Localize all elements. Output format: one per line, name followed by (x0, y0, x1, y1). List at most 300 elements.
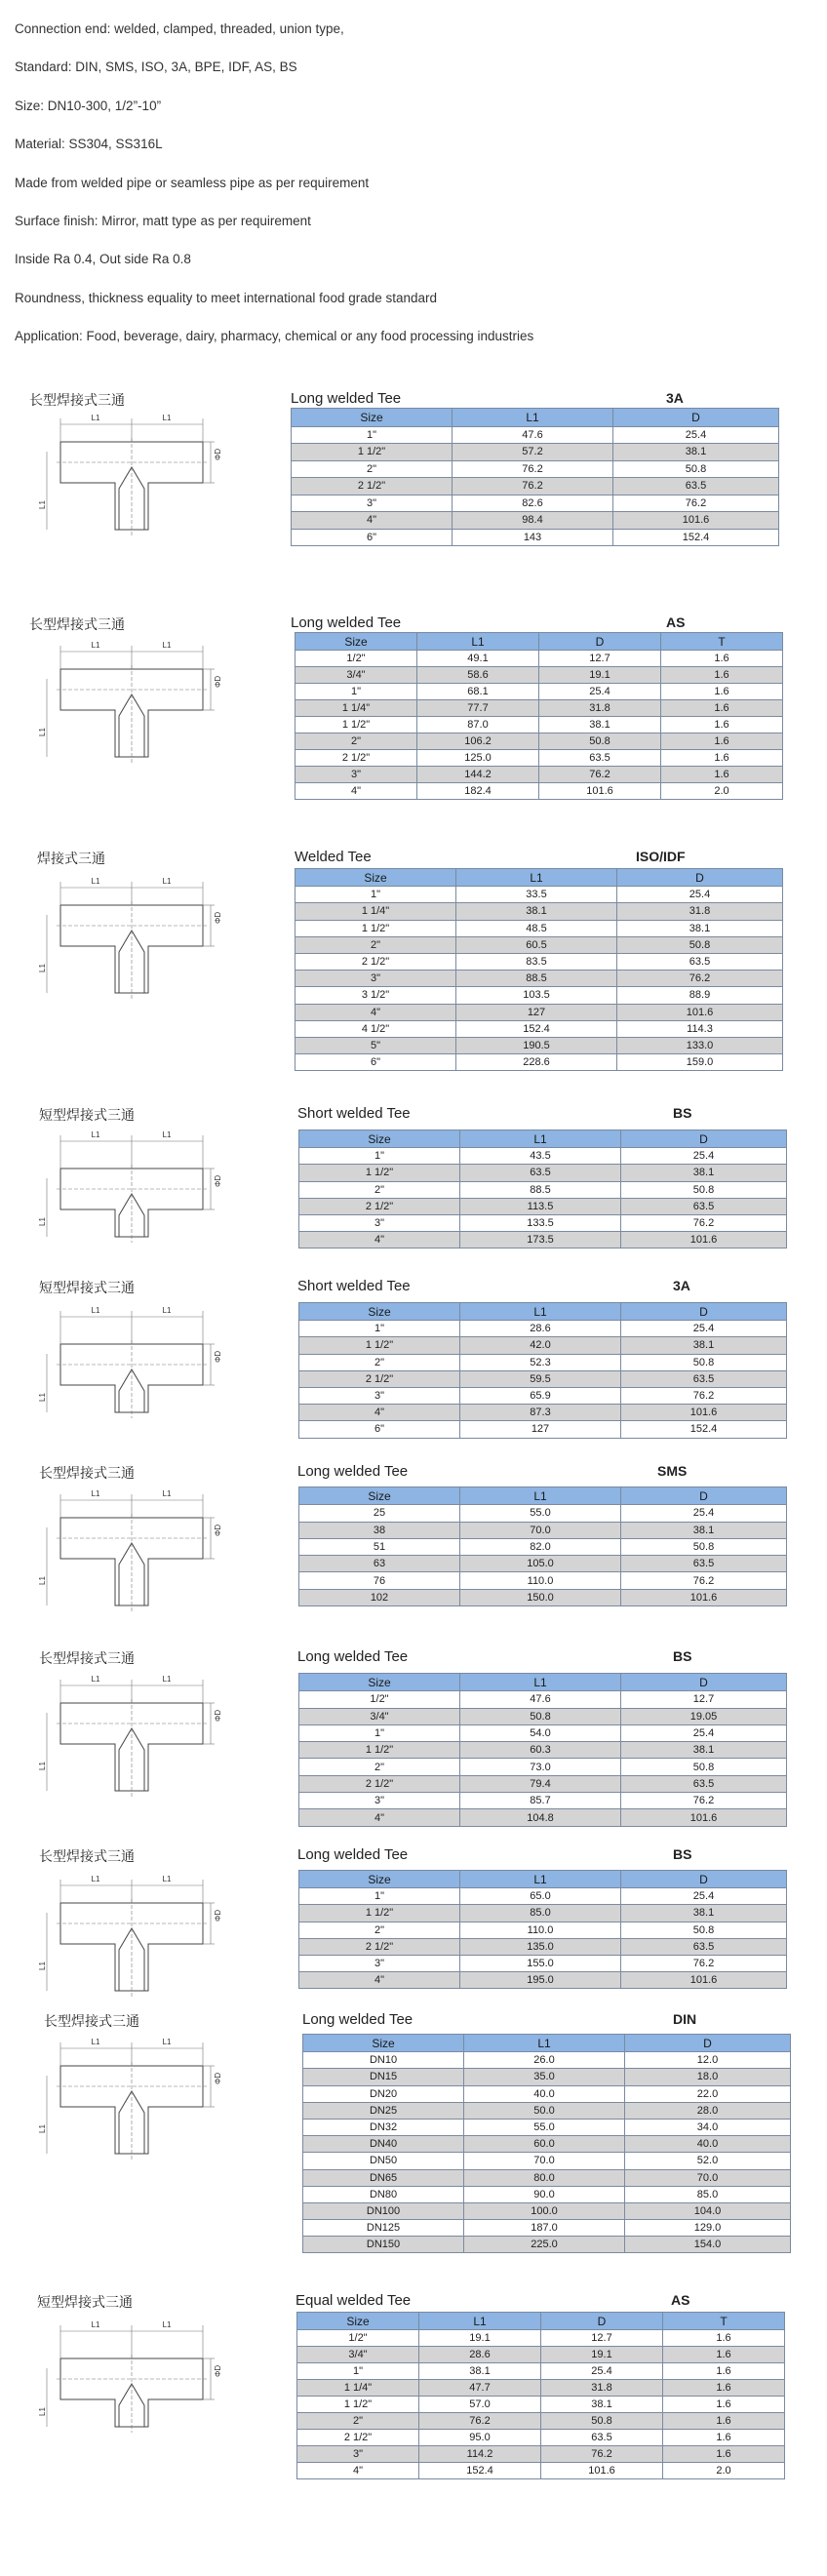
table-cell: 70.0 (464, 2153, 625, 2169)
table-row (295, 1004, 783, 1020)
table-cell: 25.4 (621, 1321, 787, 1337)
table-cell: 76.2 (621, 1793, 787, 1809)
table-row (295, 920, 783, 936)
table-row (299, 1759, 787, 1775)
table-cell: 159.0 (617, 1054, 783, 1071)
table-cell: 28.0 (625, 2102, 791, 2119)
table-cell: 1 1/4" (295, 903, 456, 920)
table-header-row (299, 1303, 787, 1321)
table-cell: 110.0 (460, 1922, 621, 1938)
table-cell: 6" (299, 1421, 460, 1438)
column-header: D (625, 2035, 791, 2052)
table-cell: 127 (456, 1004, 617, 1020)
section-title-cn: 长型焊接式三通 (44, 2013, 139, 2029)
table-cell: 50.8 (621, 1354, 787, 1370)
column-header: L1 (464, 2035, 625, 2052)
table-cell: 33.5 (456, 887, 617, 903)
table-row (299, 1321, 787, 1337)
section-title-cn: 短型焊接式三通 (39, 1107, 135, 1123)
table-row (299, 1181, 787, 1198)
table-cell: 1/2" (297, 2330, 419, 2347)
table-cell: 76.2 (419, 2413, 541, 2430)
table-cell: 38.1 (456, 903, 617, 920)
table-row (292, 478, 779, 495)
table-cell: 1.6 (661, 750, 783, 767)
dim-d-label: ΦD (214, 1909, 222, 1922)
table-cell: 105.0 (460, 1556, 621, 1572)
table-cell: 1.6 (661, 733, 783, 750)
dimension-table (298, 1673, 787, 1827)
section-title-en: Short welded Tee (297, 1278, 411, 1294)
table-cell: 70.0 (460, 1522, 621, 1538)
spec-line: Inside Ra 0.4, Out side Ra 0.8 (15, 252, 191, 267)
column-header: Size (299, 1674, 460, 1691)
dim-d-label: ΦD (214, 911, 222, 924)
table-cell: 2 1/2" (292, 478, 453, 495)
table-cell: 2" (299, 1759, 460, 1775)
table-cell: DN80 (303, 2186, 464, 2202)
table-cell: 51 (299, 1538, 460, 1555)
table-cell: 1" (299, 1724, 460, 1741)
table-cell: 2" (292, 460, 453, 478)
table-cell: 100.0 (464, 2202, 625, 2219)
dimension-table (298, 1486, 787, 1606)
table-cell: 60.5 (456, 936, 617, 953)
table-cell: 50.0 (464, 2102, 625, 2119)
table-cell: 101.6 (541, 2463, 663, 2479)
table-cell: 83.5 (456, 953, 617, 970)
table-cell: 143 (453, 529, 613, 546)
section-standard: BS (673, 1846, 692, 1862)
tee-drawing (39, 1481, 224, 1632)
section-title-en: Long welded Tee (302, 2011, 414, 2028)
table-row (299, 1724, 787, 1741)
table-cell: 1 1/2" (295, 717, 417, 733)
dim-l1-label: L1 (38, 728, 47, 736)
table-cell: 1.6 (661, 684, 783, 700)
section-title-en: Short welded Tee (297, 1105, 411, 1122)
tee-drawing (39, 2312, 224, 2463)
table-header-row (299, 1130, 787, 1148)
column-header: L1 (456, 869, 617, 887)
table-cell: 76.2 (621, 1387, 787, 1404)
table-row (292, 460, 779, 478)
table-row (299, 1922, 787, 1938)
column-header: D (621, 1674, 787, 1691)
table-cell: 1.6 (661, 767, 783, 783)
table-cell: 77.7 (417, 700, 539, 717)
table-cell: 190.5 (456, 1037, 617, 1053)
dim-l1-label: L1 (38, 2124, 47, 2133)
table-cell: 1 1/2" (299, 1742, 460, 1759)
table-cell: 1 1/2" (295, 920, 456, 936)
dim-l1-label: L1 (91, 641, 100, 650)
table-row (299, 1148, 787, 1165)
tee-drawing (39, 1866, 224, 2017)
section-title-cn: 长型焊接式三通 (29, 392, 125, 408)
table-cell: 155.0 (460, 1955, 621, 1971)
tee-diagram (39, 1122, 224, 1268)
table-row (303, 2069, 791, 2085)
table-cell: 25.4 (621, 1505, 787, 1522)
table-cell: 76.2 (613, 495, 779, 512)
table-header-row (295, 633, 783, 651)
section-title-en: Equal welded Tee (295, 2292, 412, 2309)
section-title-cn: 短型焊接式三通 (39, 1280, 135, 1295)
tee-drawing (39, 2029, 224, 2180)
table-cell: 82.6 (453, 495, 613, 512)
table-cell: 76.2 (621, 1214, 787, 1231)
dimension-table (295, 868, 783, 1071)
column-header: D (539, 633, 661, 651)
spec-line: Surface finish: Mirror, matt type as per requirement (15, 213, 311, 228)
table-cell: 38.1 (541, 2397, 663, 2413)
table-cell: 152.4 (456, 1020, 617, 1037)
spec-list (15, 10, 814, 356)
table-cell: 133.0 (617, 1037, 783, 1053)
table-row (295, 987, 783, 1004)
table-cell: 31.8 (541, 2380, 663, 2397)
column-header: L1 (417, 633, 539, 651)
table-cell: 150.0 (460, 1589, 621, 1605)
tee-drawing (39, 632, 224, 783)
table-cell: 63.5 (621, 1556, 787, 1572)
table-cell: 225.0 (464, 2237, 625, 2253)
table-row (295, 717, 783, 733)
table-cell: 113.5 (460, 1198, 621, 1214)
dimension-table (298, 1870, 787, 1989)
table-cell: 50.8 (621, 1181, 787, 1198)
table-cell: 40.0 (464, 2085, 625, 2102)
column-header: L1 (460, 1130, 621, 1148)
section-title-cn: 焊接式三通 (37, 851, 105, 866)
table-cell: 25.4 (621, 1888, 787, 1905)
table-cell: 3 1/2" (295, 987, 456, 1004)
table-cell: 101.6 (539, 783, 661, 800)
table-cell: 4" (299, 1232, 460, 1248)
table-cell: 1 1/2" (292, 444, 453, 461)
section-title-cn: 长型焊接式三通 (29, 616, 125, 632)
dimension-table (295, 632, 783, 800)
table-cell: 70.0 (625, 2169, 791, 2186)
column-header: Size (303, 2035, 464, 2052)
table-cell: 6" (295, 1054, 456, 1071)
table-cell: 50.8 (539, 733, 661, 750)
table-row (295, 783, 783, 800)
table-row (299, 1809, 787, 1826)
table-cell: DN15 (303, 2069, 464, 2085)
table-cell: 4" (297, 2463, 419, 2479)
column-header: D (621, 1871, 787, 1888)
table-cell: 1 1/4" (297, 2380, 419, 2397)
section-standard: BS (673, 1648, 692, 1664)
table-cell: 110.0 (460, 1572, 621, 1589)
dim-l1-label: L1 (38, 1393, 47, 1402)
table-cell: 40.0 (625, 2136, 791, 2153)
table-row (299, 1354, 787, 1370)
table-row (297, 2397, 785, 2413)
table-cell: 25.4 (621, 1724, 787, 1741)
table-cell: 43.5 (460, 1148, 621, 1165)
dim-l1-label: L1 (162, 414, 172, 422)
table-row (295, 936, 783, 953)
table-cell: 4" (299, 1405, 460, 1421)
table-cell: 125.0 (417, 750, 539, 767)
table-cell: 38.1 (539, 717, 661, 733)
table-cell: 106.2 (417, 733, 539, 750)
table-row (297, 2347, 785, 2363)
table-cell: 76.2 (621, 1572, 787, 1589)
tee-diagram (39, 1666, 224, 1812)
table-cell: 1.6 (663, 2413, 785, 2430)
table-cell: 76 (299, 1572, 460, 1589)
table-cell: 50.8 (621, 1922, 787, 1938)
section-title-cn: 长型焊接式三通 (39, 1465, 135, 1481)
column-header: Size (292, 409, 453, 427)
tee-drawing (39, 1666, 224, 1817)
table-row (299, 1556, 787, 1572)
table-row (303, 2085, 791, 2102)
table-cell: 19.05 (621, 1708, 787, 1724)
table-cell: 228.6 (456, 1054, 617, 1071)
table-cell: 12.7 (621, 1691, 787, 1708)
section-title-cn: 短型焊接式三通 (37, 2294, 133, 2310)
table-cell: 12.7 (541, 2330, 663, 2347)
table-cell: 85.7 (460, 1793, 621, 1809)
section-standard: BS (673, 1105, 692, 1121)
dim-l1-label: L1 (91, 877, 100, 886)
table-cell: 88.5 (456, 971, 617, 987)
table-cell: 63.5 (621, 1370, 787, 1387)
table-cell: DN65 (303, 2169, 464, 2186)
table-cell: DN50 (303, 2153, 464, 2169)
table-cell: 1" (299, 1888, 460, 1905)
table-cell: 2" (299, 1922, 460, 1938)
table-cell: 101.6 (621, 1232, 787, 1248)
dim-l1-label: L1 (91, 1489, 100, 1498)
table-row (299, 1708, 787, 1724)
table-cell: 1 1/2" (297, 2397, 419, 2413)
spec-line: Made from welded pipe or seamless pipe as per requirement (15, 175, 370, 190)
dim-l1-label: L1 (91, 1875, 100, 1883)
spec-line: Application: Food, beverage, dairy, pharmacy, chemical or any food processing industries (15, 329, 534, 344)
table-row (299, 1905, 787, 1922)
dim-l1-label: L1 (162, 1306, 172, 1315)
dim-l1-label: L1 (91, 1130, 100, 1139)
column-header: L1 (460, 1674, 621, 1691)
table-row (303, 2136, 791, 2153)
spec-line: Material: SS304, SS316L (15, 137, 163, 152)
table-row (297, 2430, 785, 2446)
table-cell: 1" (299, 1148, 460, 1165)
table-cell: 68.1 (417, 684, 539, 700)
tee-diagram (39, 2312, 224, 2458)
column-header: D (541, 2313, 663, 2330)
table-cell: 59.5 (460, 1370, 621, 1387)
table-cell: 63.5 (460, 1165, 621, 1181)
table-header-row (295, 869, 783, 887)
table-header-row (297, 2313, 785, 2330)
table-cell: 50.8 (541, 2413, 663, 2430)
table-cell: 154.0 (625, 2237, 791, 2253)
table-cell: 63.5 (539, 750, 661, 767)
tee-diagram (39, 632, 224, 778)
table-cell: 152.4 (419, 2463, 541, 2479)
table-cell: 1.6 (663, 2397, 785, 2413)
table-cell: 1 1/2" (299, 1165, 460, 1181)
table-row (299, 1337, 787, 1354)
spec-line: Standard: DIN, SMS, ISO, 3A, BPE, IDF, AS, BS (15, 59, 297, 75)
table-row (297, 2463, 785, 2479)
table-row (299, 1572, 787, 1589)
table-cell: 1.6 (661, 651, 783, 667)
table-cell: 187.0 (464, 2220, 625, 2237)
section-standard: AS (666, 614, 686, 630)
section-title-cn: 长型焊接式三通 (39, 1650, 135, 1666)
dim-l1-label: L1 (91, 1675, 100, 1684)
column-header: D (621, 1487, 787, 1505)
table-row (299, 1405, 787, 1421)
column-header: L1 (419, 2313, 541, 2330)
table-cell: DN32 (303, 2119, 464, 2135)
table-cell: 1/2" (299, 1691, 460, 1708)
table-row (292, 444, 779, 461)
table-row (299, 1589, 787, 1605)
table-cell: 182.4 (417, 783, 539, 800)
table-cell: 3" (292, 495, 453, 512)
table-cell: 80.0 (464, 2169, 625, 2186)
table-row (299, 1522, 787, 1538)
table-cell: 4" (292, 512, 453, 530)
table-cell: 48.5 (456, 920, 617, 936)
table-header-row (299, 1674, 787, 1691)
table-cell: 1.6 (663, 2430, 785, 2446)
table-cell: 76.2 (453, 460, 613, 478)
table-cell: 82.0 (460, 1538, 621, 1555)
table-cell: 2 1/2" (299, 1938, 460, 1955)
table-cell: 152.4 (621, 1421, 787, 1438)
table-row (299, 1888, 787, 1905)
table-cell: 38.1 (419, 2363, 541, 2380)
tee-diagram (39, 405, 224, 551)
table-cell: 12.0 (625, 2052, 791, 2069)
dimension-table (302, 2034, 791, 2253)
table-cell: 85.0 (460, 1905, 621, 1922)
dim-l1-label: L1 (91, 414, 100, 422)
table-cell: 76.2 (621, 1955, 787, 1971)
table-cell: 25.4 (539, 684, 661, 700)
dimension-table (298, 1302, 787, 1439)
table-header-row (299, 1871, 787, 1888)
tee-drawing (39, 1297, 224, 1448)
table-cell: 49.1 (417, 651, 539, 667)
table-row (303, 2052, 791, 2069)
dim-l1-label: L1 (162, 1675, 172, 1684)
dim-l1-label: L1 (162, 1875, 172, 1883)
dim-d-label: ΦD (214, 2072, 222, 2084)
column-header: Size (299, 1871, 460, 1888)
table-cell: 18.0 (625, 2069, 791, 2085)
table-row (297, 2446, 785, 2463)
section-title-en: Long welded Tee (297, 1463, 409, 1480)
table-cell: 104.8 (460, 1809, 621, 1826)
table-cell: 87.0 (417, 717, 539, 733)
table-cell: 4" (299, 1972, 460, 1989)
section-standard: 3A (666, 390, 684, 406)
table-cell: 38.1 (621, 1165, 787, 1181)
column-header: D (621, 1303, 787, 1321)
table-row (299, 1938, 787, 1955)
tee-diagram (39, 1297, 224, 1444)
dim-l1-label: L1 (162, 641, 172, 650)
table-cell: 2.0 (663, 2463, 785, 2479)
table-cell: 1 1/4" (295, 700, 417, 717)
table-cell: 101.6 (617, 1004, 783, 1020)
table-row (303, 2119, 791, 2135)
spec-line: Roundness, thickness equality to meet international food grade standard (15, 290, 438, 305)
table-cell: 76.2 (541, 2446, 663, 2463)
dim-l1-label: L1 (162, 2038, 172, 2046)
table-row (303, 2237, 791, 2253)
column-header: Size (295, 869, 456, 887)
tee-diagram (39, 1866, 224, 2012)
table-cell: 1" (299, 1321, 460, 1337)
table-cell: 50.8 (460, 1708, 621, 1724)
dim-l1-label: L1 (162, 2320, 172, 2329)
column-header: L1 (460, 1487, 621, 1505)
table-cell: 38 (299, 1522, 460, 1538)
table-cell: 144.2 (417, 767, 539, 783)
table-row (303, 2102, 791, 2119)
table-row (299, 1370, 787, 1387)
column-header: Size (297, 2313, 419, 2330)
table-cell: 58.6 (417, 667, 539, 684)
dim-l1-label: L1 (91, 2038, 100, 2046)
tee-diagram (39, 1481, 224, 1627)
table-cell: 3/4" (299, 1708, 460, 1724)
table-row (295, 1037, 783, 1053)
table-cell: 12.7 (539, 651, 661, 667)
table-row (299, 1387, 787, 1404)
table-cell: 55.0 (460, 1505, 621, 1522)
table-row (299, 1165, 787, 1181)
section-standard: ISO/IDF (636, 849, 686, 864)
table-cell: 2" (299, 1354, 460, 1370)
column-header: T (663, 2313, 785, 2330)
table-row (303, 2202, 791, 2219)
section-standard: DIN (673, 2011, 697, 2027)
table-cell: 35.0 (464, 2069, 625, 2085)
table-row (295, 651, 783, 667)
table-cell: 63.5 (617, 953, 783, 970)
table-cell: 38.1 (621, 1337, 787, 1354)
table-header-row (299, 1487, 787, 1505)
table-cell: 26.0 (464, 2052, 625, 2069)
table-cell: 3" (299, 1955, 460, 1971)
column-header: L1 (460, 1871, 621, 1888)
table-cell: DN150 (303, 2237, 464, 2253)
table-cell: 1" (297, 2363, 419, 2380)
table-cell: 2" (295, 733, 417, 750)
table-row (292, 426, 779, 444)
table-cell: 79.4 (460, 1775, 621, 1792)
table-cell: 2" (297, 2413, 419, 2430)
table-cell: 95.0 (419, 2430, 541, 2446)
table-cell: 2.0 (661, 783, 783, 800)
dim-l1-label: L1 (91, 2320, 100, 2329)
table-cell: DN125 (303, 2220, 464, 2237)
table-row (295, 971, 783, 987)
